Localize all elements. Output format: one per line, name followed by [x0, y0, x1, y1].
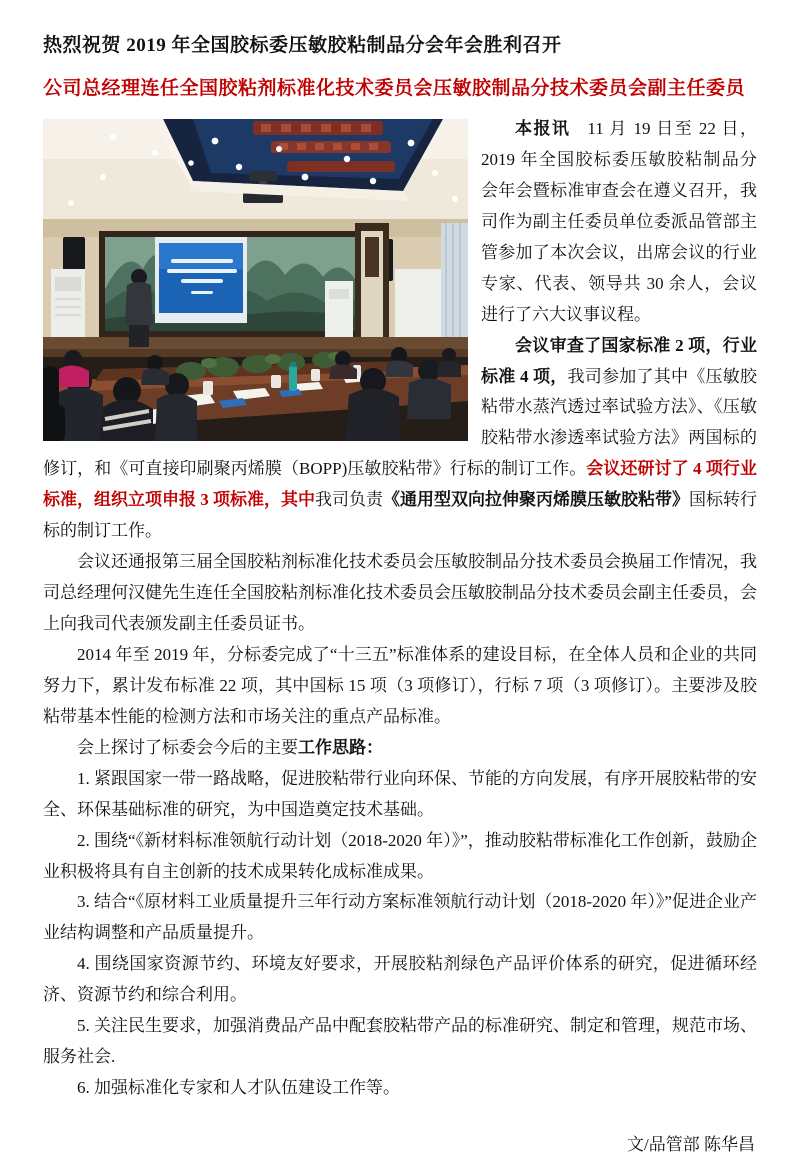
- report-text: 11 月 19 日至 22 日，2019 年全国胶标委压敏胶粘制品分会年会暨标准审查会在遵义召开，我司作为副主任委员单位委派品管部主管参加了本次会议，出席会议的行业专家、代表、领导共 30 余人，会议进行了六大议事议程。: [481, 119, 757, 324]
- work-item-6: 6. 加强标准化专家和人才队伍建设工作等。: [77, 1078, 400, 1098]
- standards-red-emphasis: 会议还研讨了 4 项行业标准，组织立项申报 3 项标准，其中: [43, 459, 757, 510]
- work-item-1: 1. 紧跟国家一带一路战略，促进胶粘带行业向环保、节能的方向发展，有序开展胶粘带的安全、环保基础标准的研究，为中国造奠定技术基础。: [43, 768, 757, 819]
- page-title: 热烈祝贺 2019 年全国胶标委压敏胶粘制品分会年会胜利召开: [43, 35, 562, 56]
- paragraph-reelection: 会议还通报第三届全国胶粘剂标准化技术委员会压敏胶制品分技术委员会换届工作情况，我司总经理何汉健先生连任全国胶粘剂标准化技术委员会压敏胶制品分技术委员会副主任委员，会上向我司代表颁发副主任委员证书。: [43, 552, 757, 633]
- report-lead: 本报讯: [515, 119, 571, 138]
- work-item-3: 3. 结合“《原材料工业质量提升三年行动方案标准领航行动计划（2018-2020 年）》”促进企业产业结构调整和产品质量提升。: [43, 892, 757, 943]
- standards-book-title: 《通用型双向拉伸聚丙烯膜压敏胶粘带》: [383, 490, 689, 510]
- standards-text: 我司参加了其中《压敏胶粘带水蒸汽透过率试验方法》、《压敏胶粘带水渗透率试验方法》两国标的修订，和《可直接印刷聚丙烯膜（BOPP)压敏胶粘带》行标的制订工作。: [43, 366, 757, 479]
- page-subtitle: 公司总经理连任全国胶粘剂标准化技术委员会压敏胶制品分技术委员会副主任委员: [43, 78, 746, 99]
- standards-bold: 会议审查了国家标准 2 项，行业标准 4 项，: [481, 335, 757, 386]
- paragraph-workplan-intro: [43, 733, 757, 764]
- byline: 文/品管部 陈华昌: [627, 1135, 755, 1154]
- meeting-photo-illustration: [43, 119, 468, 441]
- work-item-2: 2. 围绕“《新材料标准领航行动计划（2018-2020 年）》”，推动胶粘带标准化工作创新，鼓励企业积极将具有自主创新的技术成果转化成标准成果。: [43, 830, 757, 881]
- standards-text3: 国标转行标的制订工作。: [43, 490, 757, 541]
- paragraph-achievements: 2014 年至 2019 年，分标委完成了“十三五”标准体系的建设目标，在全体人员和企业的共同努力下，累计发布标准 22 项，其中国标 15 项（3 项修订），行标 7 项（3 项修订）。主要涉及胶粘带基本性能的检测方法和市场关注的重点产品标准。: [43, 644, 757, 726]
- meeting-photo: [43, 119, 468, 441]
- workplan-bold: 工作思路：: [298, 737, 383, 757]
- standards-text2: 我司负责: [315, 490, 383, 510]
- article-body: [43, 114, 757, 1104]
- work-item-5: 5. 关注民生要求，加强消费品产品中配套胶粘带产品的标准研究、制定和管理，规范市场、服务社会.: [43, 1016, 757, 1067]
- workplan-text: 会上探讨了标委会今后的主要: [77, 737, 298, 757]
- work-item-4: 4. 围绕国家资源节约、环境友好要求，开展胶粘剂绿色产品评价体系的研究，促进循环经济、资源节约和综合利用。: [43, 954, 757, 1005]
